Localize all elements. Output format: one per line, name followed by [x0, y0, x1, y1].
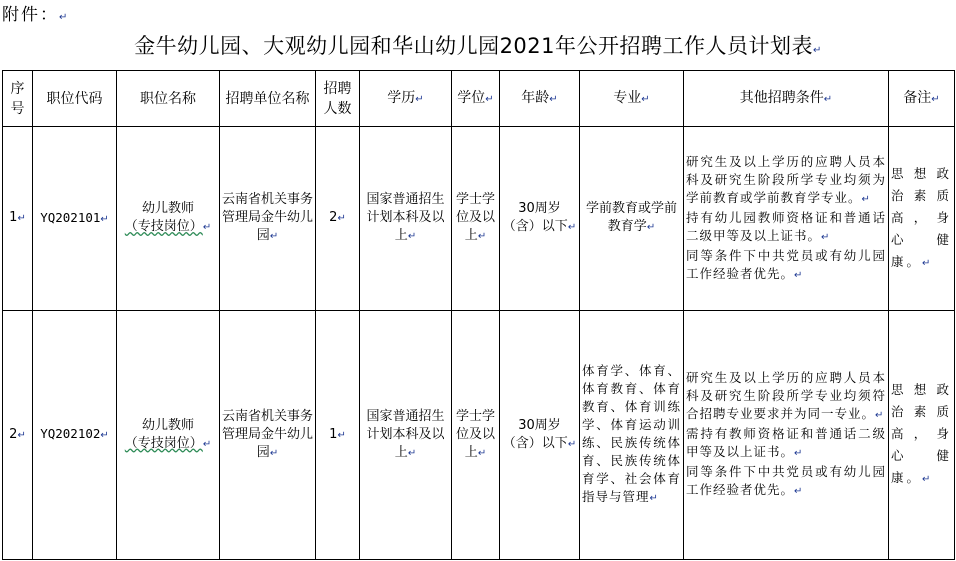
- condition-item: 持有幼儿园教师资格证和普通话二级甲等及以上证书。↵: [686, 209, 886, 243]
- table-row: [3, 311, 955, 560]
- cell-education: 国家普通招生计划本科及以上↵: [360, 127, 452, 311]
- cell-major: 体育学、体育、体育教育、体育教育、体育训练学、体育运动训练、民族传统体育、民族传统体育学、社会体育指导与管理↵: [580, 311, 684, 560]
- table-header-row: [3, 71, 955, 127]
- cell-position-name: 幼儿教师 （专技岗位）↵: [117, 127, 220, 311]
- table-row: [3, 127, 955, 311]
- cell-degree: 学士学位及以上↵: [452, 311, 500, 560]
- cell-seq: 2↵: [3, 311, 33, 560]
- header-degree: 学位↵: [452, 71, 500, 127]
- condition-item: 研究生及以上学历的应聘人员本科及研究生阶段所学专业均须符合招聘专业要求并为同一专业。↵: [686, 370, 886, 421]
- header-name: 职位名称: [117, 71, 220, 127]
- document-title: 金牛幼儿园、大观幼儿园和华山幼儿园2021年公开招聘工作人员计划表↵: [134, 34, 822, 58]
- header-major: 专业↵: [580, 71, 684, 127]
- cell-degree: 学士学位及以上↵: [452, 127, 500, 311]
- cell-count: 1↵: [316, 311, 360, 560]
- header-seq: 序号: [3, 71, 33, 127]
- recruitment-plan-table: [2, 70, 955, 560]
- header-education: 学历↵: [360, 71, 452, 127]
- cell-age: 30周岁（含）以下↵: [500, 127, 580, 311]
- attachment-label: 附件：↵: [2, 5, 70, 25]
- cell-code: YQ202102↵: [33, 311, 117, 560]
- header-code: 职位代码: [33, 71, 117, 127]
- header-count: 招聘人数: [316, 71, 360, 127]
- condition-item: 同等条件下中共党员或有幼儿园工作经验者优先。↵: [686, 247, 886, 281]
- cell-count: 2↵: [316, 127, 360, 311]
- cell-position-name: 幼儿教师 （专技岗位）↵: [117, 311, 220, 560]
- cell-seq: 1↵: [3, 127, 33, 311]
- header-unit: 招聘单位名称: [220, 71, 316, 127]
- cell-remark: 思想政治素质高，身心健康。↵: [889, 311, 955, 560]
- header-remark: 备注↵: [889, 71, 955, 127]
- cell-conditions: [684, 127, 889, 311]
- header-age: 年龄↵: [500, 71, 580, 127]
- condition-item: 需持有教师资格证和普通话二级甲等及以上证书。↵: [686, 426, 886, 459]
- cell-age: 30周岁（含）以下↵: [500, 311, 580, 560]
- cell-code: YQ202101↵: [33, 127, 117, 311]
- cell-conditions: [684, 311, 889, 560]
- cell-education: 国家普通招生计划本科及以上↵: [360, 311, 452, 560]
- condition-item: 同等条件下中共党员或有幼儿园工作经验者优先。↵: [686, 464, 886, 497]
- cell-major: 学前教育或学前教育学↵: [580, 127, 684, 311]
- condition-item: 研究生及以上学历的应聘人员本科及研究生阶段所学专业均须为学前教育或学前教育学专业。↵: [686, 153, 886, 205]
- cell-unit: 云南省机关事务管理局金牛幼儿园↵: [220, 127, 316, 311]
- cell-remark: 思想政治素质高，身心健康。↵: [889, 127, 955, 311]
- header-conditions: 其他招聘条件↵: [684, 71, 889, 127]
- cell-unit: 云南省机关事务管理局金牛幼儿园↵: [220, 311, 316, 560]
